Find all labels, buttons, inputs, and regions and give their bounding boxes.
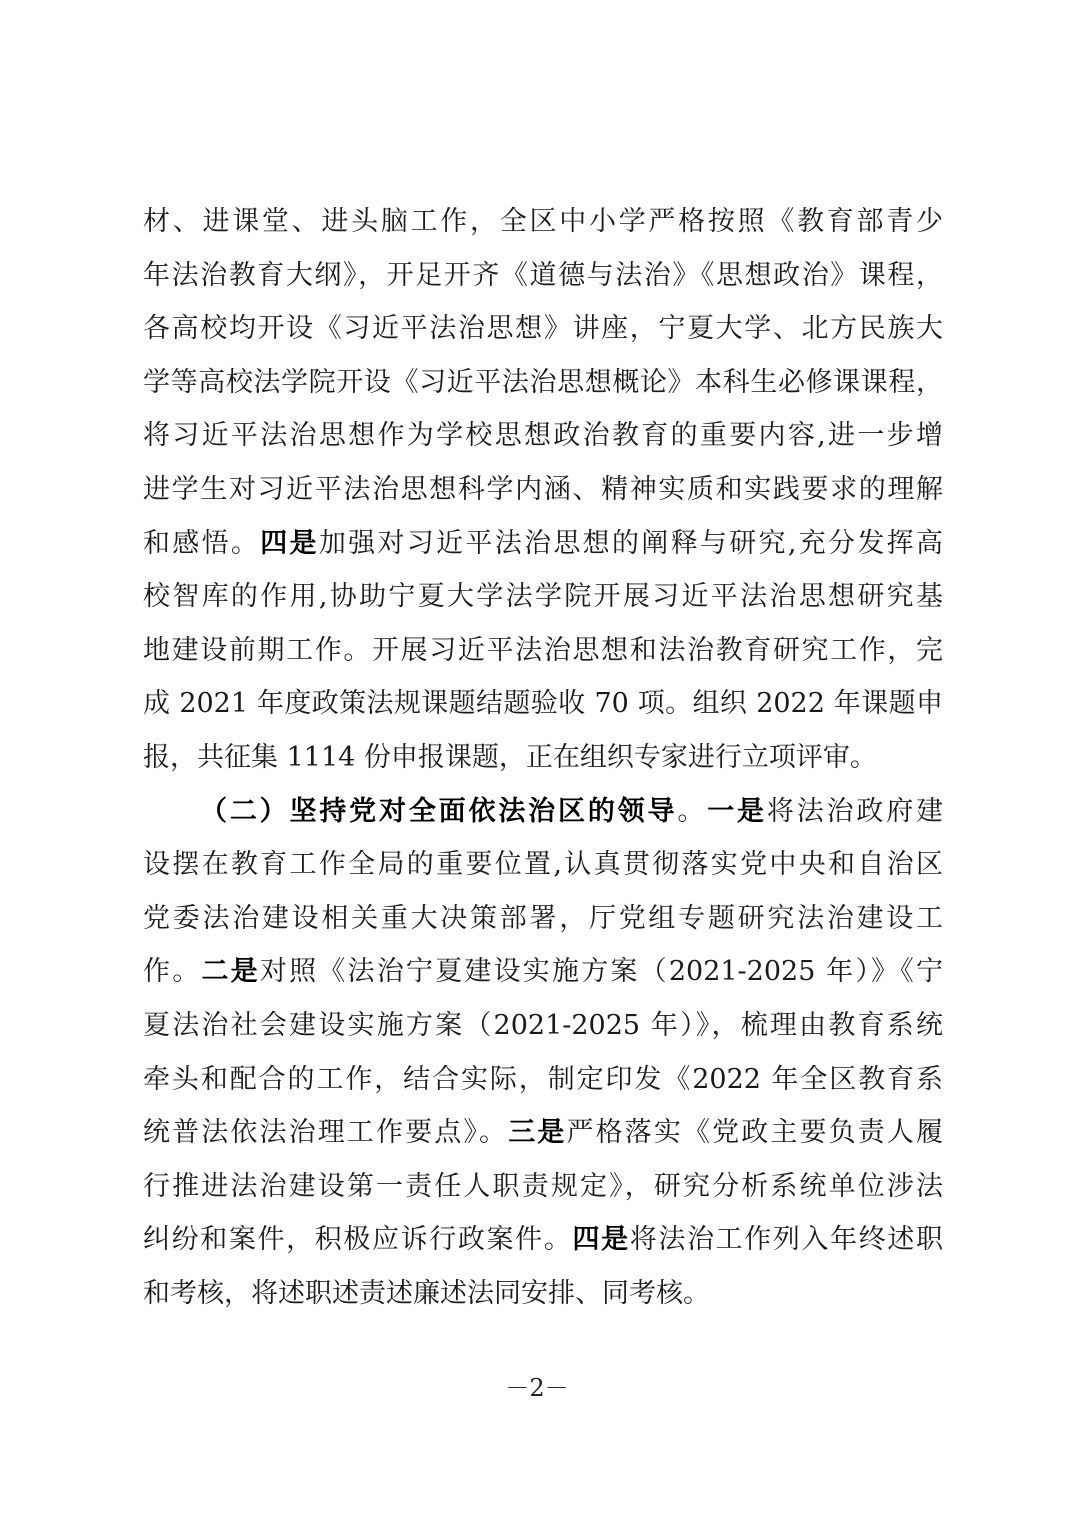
text-segment: 。: [677, 795, 708, 827]
text-line: [143, 416, 943, 456]
text-line: [143, 470, 943, 510]
text-segment: 夏法治社会建设实施方案（2021-2025 年）》，梳理由教育系统: [143, 1010, 943, 1041]
text-segment: 设摆在教育工作全局的重要位置,认真贯彻落实党中央和自治区: [143, 849, 943, 881]
text-line: [143, 577, 943, 617]
text-segment: 各高校均开设《习近平法治思想》讲座，宁夏大学、北方民族大: [143, 313, 943, 345]
text-segment: 将习近平法治思想作为学校思想政治教育的重要内容,进一步增: [143, 420, 943, 452]
text-line: [143, 1006, 943, 1046]
bold-text-segment: 四是: [572, 1224, 630, 1256]
text-segment: 将法治工作列入年终述职: [629, 1224, 944, 1256]
text-segment: 和感悟。: [143, 527, 261, 559]
text-line: [143, 256, 943, 296]
text-line: [143, 1167, 943, 1207]
text-segment: 严格落实《党政主要负责人履: [566, 1117, 944, 1149]
bold-text-segment: （二）坚持党对全面依法治区的领导: [200, 795, 678, 827]
text-segment: 成 2021 年度政策法规课题结题验收 70 项。组织 2022 年课题申: [143, 688, 943, 720]
page-number: －2－: [505, 1374, 569, 1402]
text-line: [143, 363, 943, 403]
text-line: [200, 792, 943, 832]
text-segment: 对照《法治宁夏建设实施方案（2021-2025 年）》《宁: [259, 956, 944, 988]
text-segment: 加强对习近平法治思想的阐释与研究,充分发挥高: [318, 527, 943, 559]
text-segment: 校智库的作用,协助宁夏大学法学院开展习近平法治思想研究基: [143, 581, 943, 613]
text-segment: 材、进课堂、进头脑工作，全区中小学严格按照《教育部青少: [143, 206, 943, 237]
text-segment: 报，共征集 1114 份申报课题，正在组织专家进行立项评审。: [143, 742, 877, 773]
text-segment: 学等高校法学院开设《习近平法治思想概论》本科生必修课课程，: [143, 366, 943, 398]
text-line: [143, 524, 943, 564]
bold-text-segment: 四是: [260, 527, 319, 559]
text-line: [143, 845, 943, 885]
text-line: [143, 952, 943, 992]
bold-text-segment: 三是: [508, 1117, 567, 1149]
text-segment: 牵头和配合的工作，结合实际，制定印发《2022 年全区教育系: [143, 1063, 943, 1095]
text-segment: 统普法依法治理工作要点》。: [143, 1117, 509, 1149]
bold-text-segment: 二是: [201, 956, 260, 988]
text-segment: 作。: [143, 956, 202, 988]
text-segment: 和考核，将述职述责述廉述法同安排、同考核。: [143, 1278, 710, 1309]
text-segment: 进学生对习近平法治思想科学内涵、精神实质和实践要求的理解: [143, 474, 943, 505]
text-segment: 党委法治建设相关重大决策部署，厅党组专题研究法治建设工: [143, 902, 943, 934]
text-line: [143, 1220, 943, 1260]
text-line: [143, 202, 943, 242]
text-segment: 纠纷和案件，积极应诉行政案件。: [143, 1224, 573, 1256]
text-segment: 将法治政府建: [766, 795, 944, 827]
text-line: [143, 1060, 943, 1100]
text-line: [143, 684, 943, 724]
bold-text-segment: 一是: [707, 795, 767, 827]
text-segment: 年法治教育大纲》，开足开齐《道德与法治》《思想政治》课程，: [143, 259, 943, 291]
text-segment: 地建设前期工作。开展习近平法治思想和法治教育研究工作，完: [143, 634, 943, 666]
text-line: [143, 631, 943, 671]
text-line: [143, 899, 943, 939]
text-line: [143, 738, 943, 778]
text-line: [143, 1113, 943, 1153]
text-segment: 行推进法治建设第一责任人职责规定》，研究分析系统单位涉法: [143, 1170, 943, 1202]
text-line: [143, 309, 943, 349]
text-line: [143, 1274, 943, 1314]
